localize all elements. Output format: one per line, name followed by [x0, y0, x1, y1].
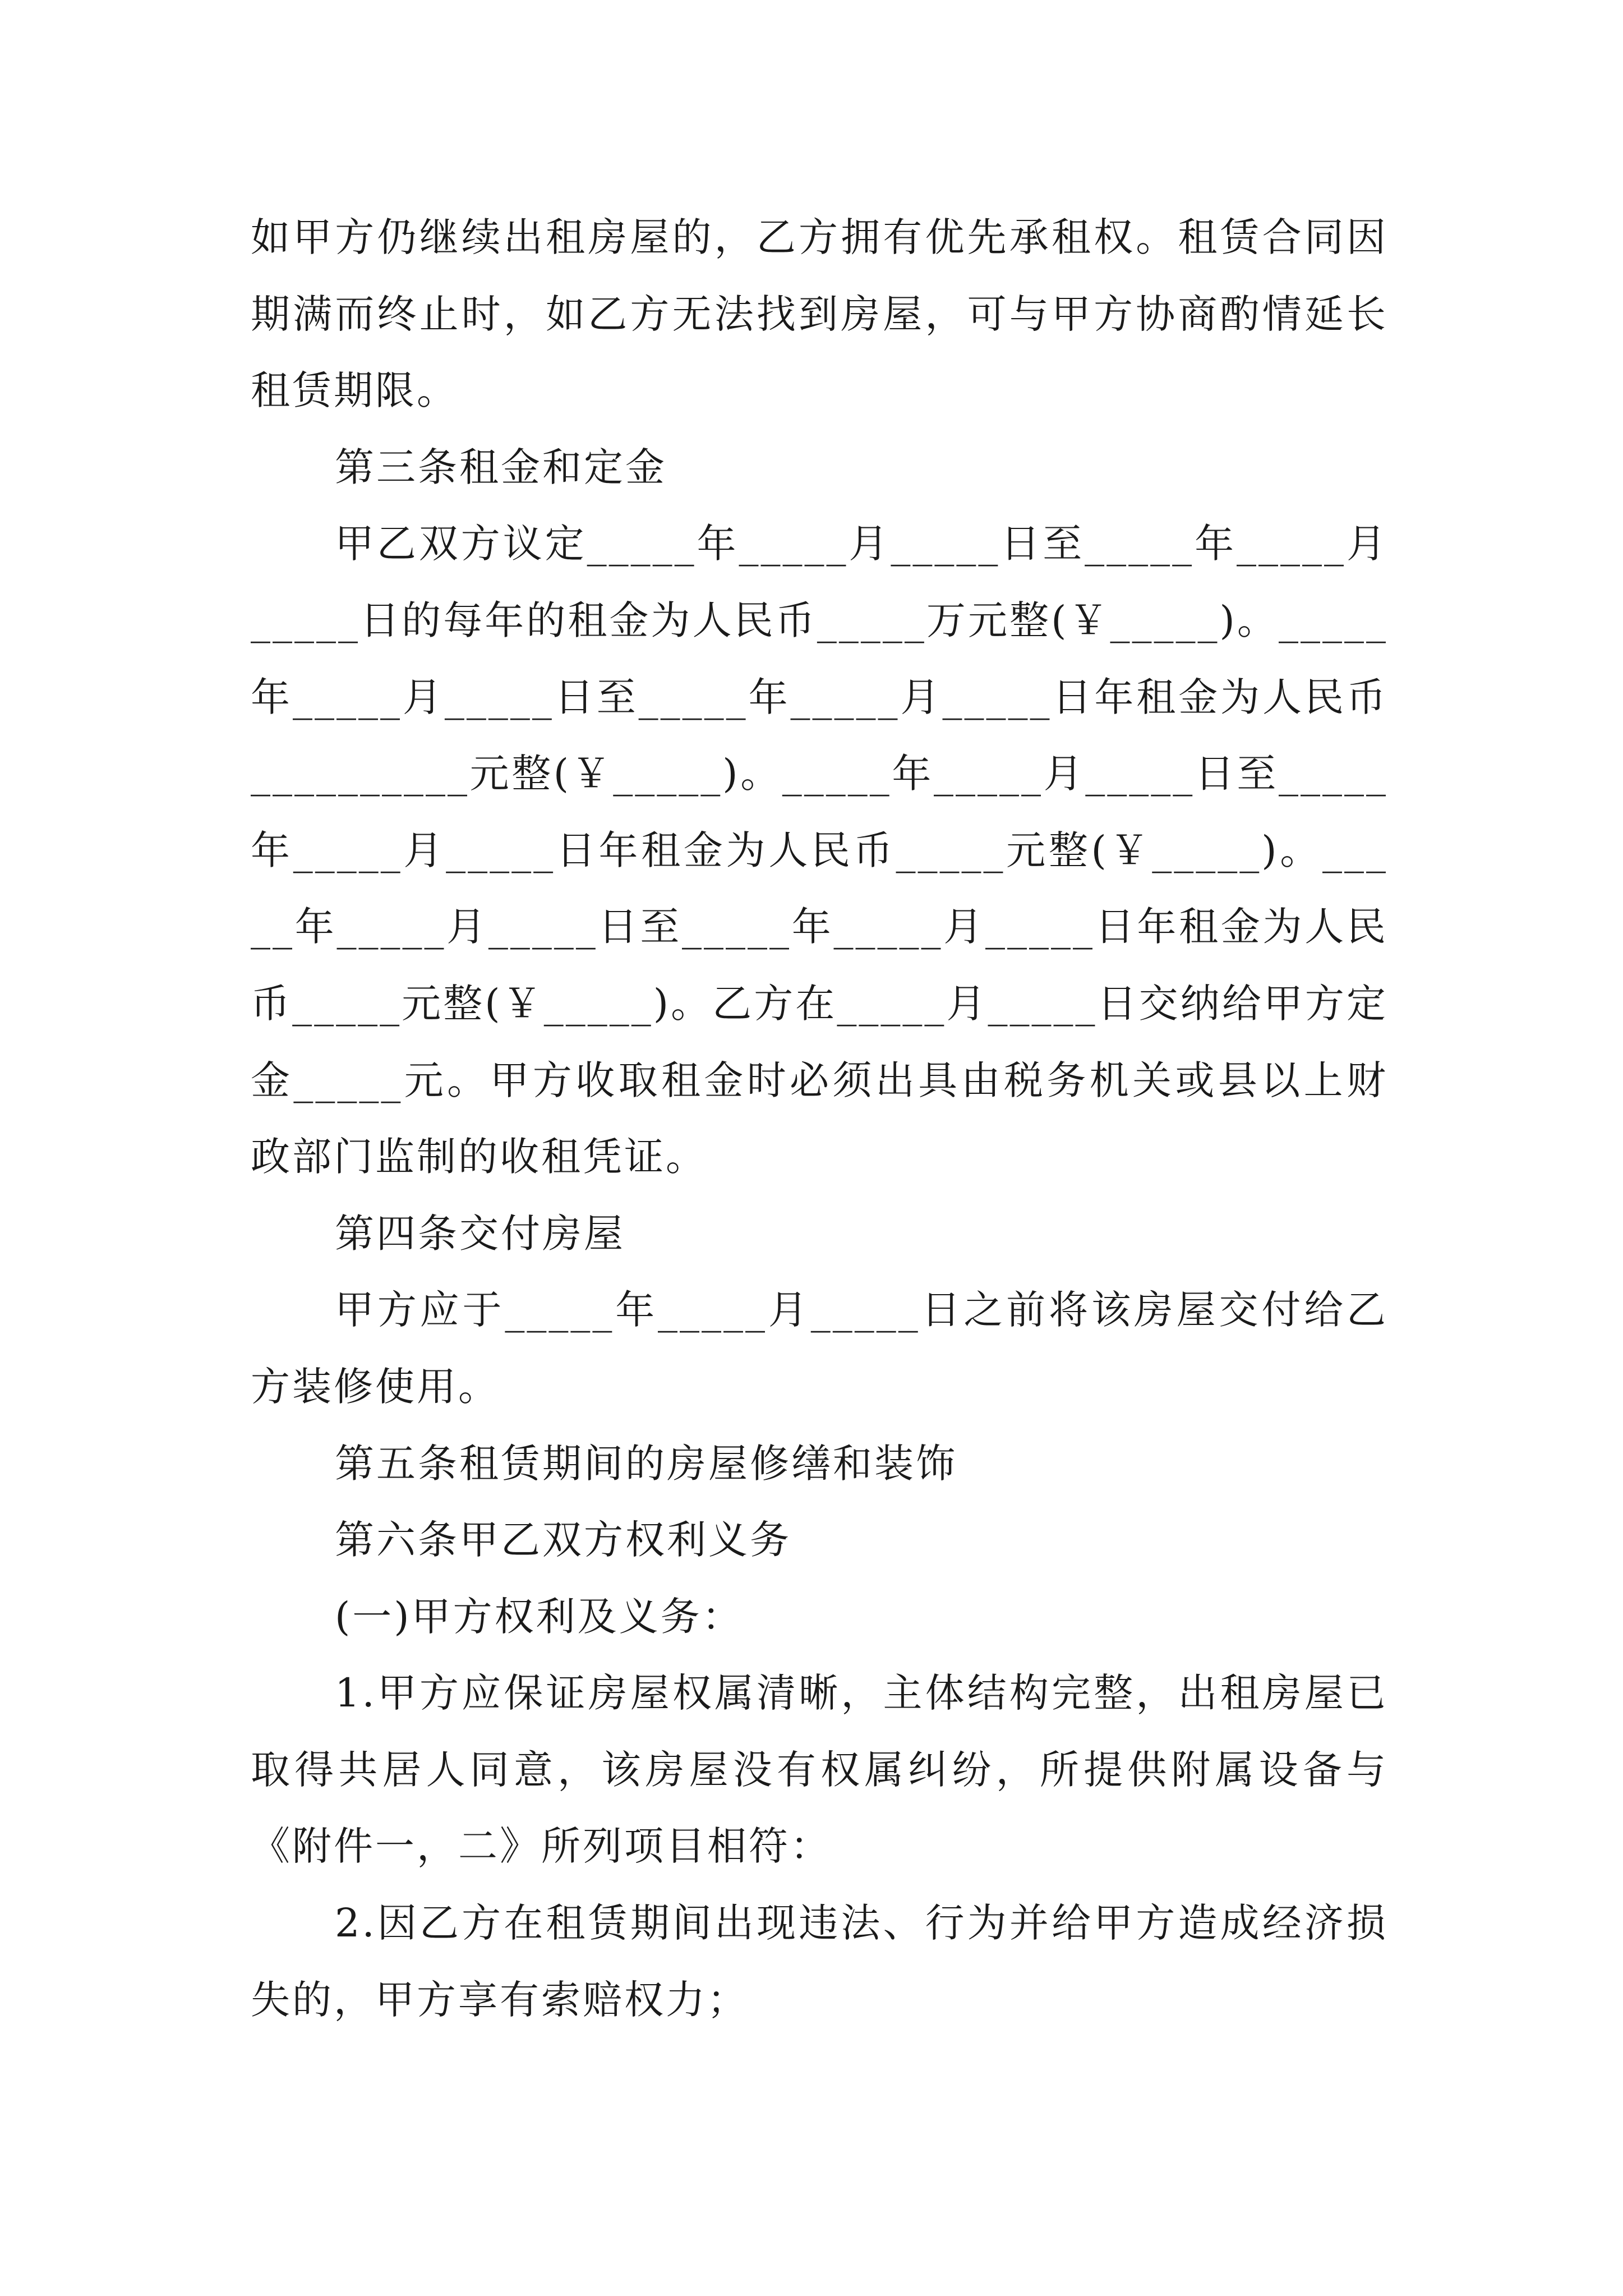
heading-article-4-delivery: 第四条交付房屋 [335, 1210, 625, 1257]
paragraph-renewal-priority: 如甲方仍继续出租房屋的，乙方拥有优先承租权。租赁合同因期满而终止时，如乙方无法找到房屋，可与甲方协商酌情延长租赁期限。 [251, 214, 1388, 414]
heading-article-3-rent-deposit: 第三条租金和定金 [335, 444, 667, 490]
paragraph-party-a-item-1: 1.甲方应保证房屋权属清晰，主体结构完整，出租房屋已取得共居人同意，该房屋没有权属纠纷，所提供附属设备与《附件一，二》所列项目相符： [251, 1670, 1388, 1870]
paragraph-rent-schedule: 甲乙双方议定_____年_____月_____日至_____年_____月_____日的每年的租金为人民币_____万元整(￥_____)。_____年_____月_____日至_____年_____月_____日年租金为人民币__________元整(￥_____)。_____年_____月_____日至_____年_____月_____日年租金为人民币_____元整(￥_____)。_____年_____月_____日至_____年_____月_____日年租金为人民币_____元整(￥_____)。乙方在_____月_____日交纳给甲方定金_____元。甲方收取租金时必须出具由税务机关或县以上财政部门监制的收租凭证。 [251, 521, 1388, 1180]
paragraph-party-a-item-2: 2.因乙方在租赁期间出现违法、行为并给甲方造成经济损失的，甲方享有索赔权力； [251, 1900, 1388, 2023]
paragraph-delivery-date: 甲方应于_____年_____月_____日之前将该房屋交付给乙方装修使用。 [251, 1287, 1388, 1410]
heading-party-a-rights: (一)甲方权利及义务： [335, 1593, 744, 1640]
heading-article-6-rights: 第六条甲乙双方权利义务 [335, 1517, 791, 1563]
document-body [251, 199, 1388, 2038]
heading-article-5-repairs: 第五条租赁期间的房屋修缮和装饰 [335, 1440, 957, 1487]
